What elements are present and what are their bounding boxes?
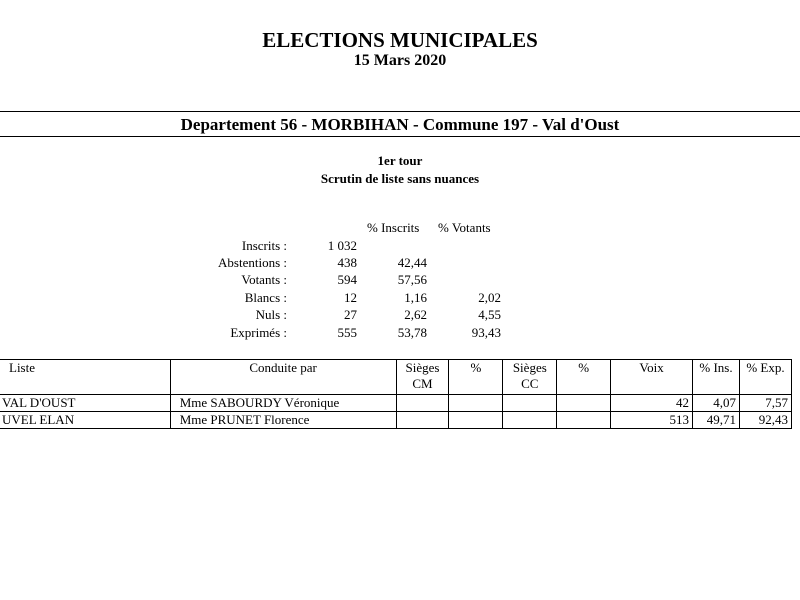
election-date: 15 Mars 2020 <box>353 52 447 69</box>
cell-sieges-cc <box>503 412 557 429</box>
stats-pct-inscrits: 53,78 <box>397 325 427 340</box>
commune-heading: Departement 56 - MORBIHAN - Commune 197 - Val d'Oust <box>180 115 620 134</box>
table-row <box>0 395 792 412</box>
stats-label: Votants : <box>241 272 287 287</box>
stats-row-exprimes <box>0 325 800 342</box>
header-voix: Voix <box>611 360 693 395</box>
page-title: ELECTIONS MUNICIPALES <box>262 28 538 52</box>
stats-pct-votants: 4,55 <box>478 307 501 322</box>
stats-value: 438 <box>337 255 357 270</box>
header-sieges-cc: Sièges CC <box>503 360 557 395</box>
cell-sieges-cc <box>503 395 557 412</box>
divider-top <box>0 111 800 112</box>
stats-value: 555 <box>337 325 357 340</box>
cell-pct-ins: 49,71 <box>692 412 739 429</box>
stats-pct-votants: 93,43 <box>471 325 501 340</box>
header-sieges-cm: Sièges CM <box>396 360 449 395</box>
cell-pct-1 <box>449 412 503 429</box>
cell-conduite: Mme PRUNET Florence <box>170 412 396 429</box>
stats-label: Nuls : <box>255 307 287 322</box>
cell-pct-2 <box>557 412 611 429</box>
cell-pct-exp: 92,43 <box>739 412 791 429</box>
cell-pct-1 <box>449 395 503 412</box>
header-conduite: Conduite par <box>170 360 396 395</box>
cell-liste: UVEL ELAN <box>0 412 170 429</box>
cell-sieges-cm <box>396 395 449 412</box>
header-pct-2: % <box>557 360 611 395</box>
stats-value: 1 032 <box>327 238 357 253</box>
stats-pct-inscrits: 1,16 <box>404 290 427 305</box>
stats-pct-inscrits: 42,44 <box>397 255 427 270</box>
cell-pct-ins: 4,07 <box>692 395 739 412</box>
stats-header-row <box>0 220 800 237</box>
stats-row-inscrits <box>0 238 800 255</box>
header-liste: Liste <box>0 360 170 395</box>
stats-value: 594 <box>337 272 357 287</box>
stats-label: Inscrits : <box>241 238 287 253</box>
header-pct-1: % <box>449 360 503 395</box>
col-pct-votants: % Votants <box>438 220 491 235</box>
cell-voix: 42 <box>611 395 693 412</box>
results-table <box>0 359 792 429</box>
stats-value: 12 <box>344 290 357 305</box>
stats-label: Blancs : <box>244 290 287 305</box>
tour-label: 1er tour <box>377 153 423 168</box>
stats-label: Abstentions : <box>218 255 287 270</box>
scrutin-label: Scrutin de liste sans nuances <box>320 171 480 186</box>
results-header-row <box>0 360 792 395</box>
stats-label: Exprimés : <box>230 325 287 340</box>
stats-pct-votants: 2,02 <box>478 290 501 305</box>
table-row <box>0 412 792 429</box>
cell-conduite: Mme SABOURDY Véronique <box>170 395 396 412</box>
divider-bottom <box>0 136 800 137</box>
cell-voix: 513 <box>611 412 693 429</box>
stats-pct-inscrits: 2,62 <box>404 307 427 322</box>
cell-liste: VAL D'OUST <box>0 395 170 412</box>
stats-pct-inscrits: 57,56 <box>397 272 427 287</box>
header-pct-exp: % Exp. <box>739 360 791 395</box>
stats-value: 27 <box>344 307 357 322</box>
col-pct-inscrits: % Inscrits <box>367 220 420 235</box>
cell-pct-exp: 7,57 <box>739 395 791 412</box>
stats-row-nuls <box>0 307 800 324</box>
stats-row-blancs <box>0 290 800 307</box>
stats-row-abstentions <box>0 255 800 272</box>
cell-pct-2 <box>557 395 611 412</box>
cell-sieges-cm <box>396 412 449 429</box>
header-pct-ins: % Ins. <box>692 360 739 395</box>
stats-row-votants <box>0 272 800 289</box>
